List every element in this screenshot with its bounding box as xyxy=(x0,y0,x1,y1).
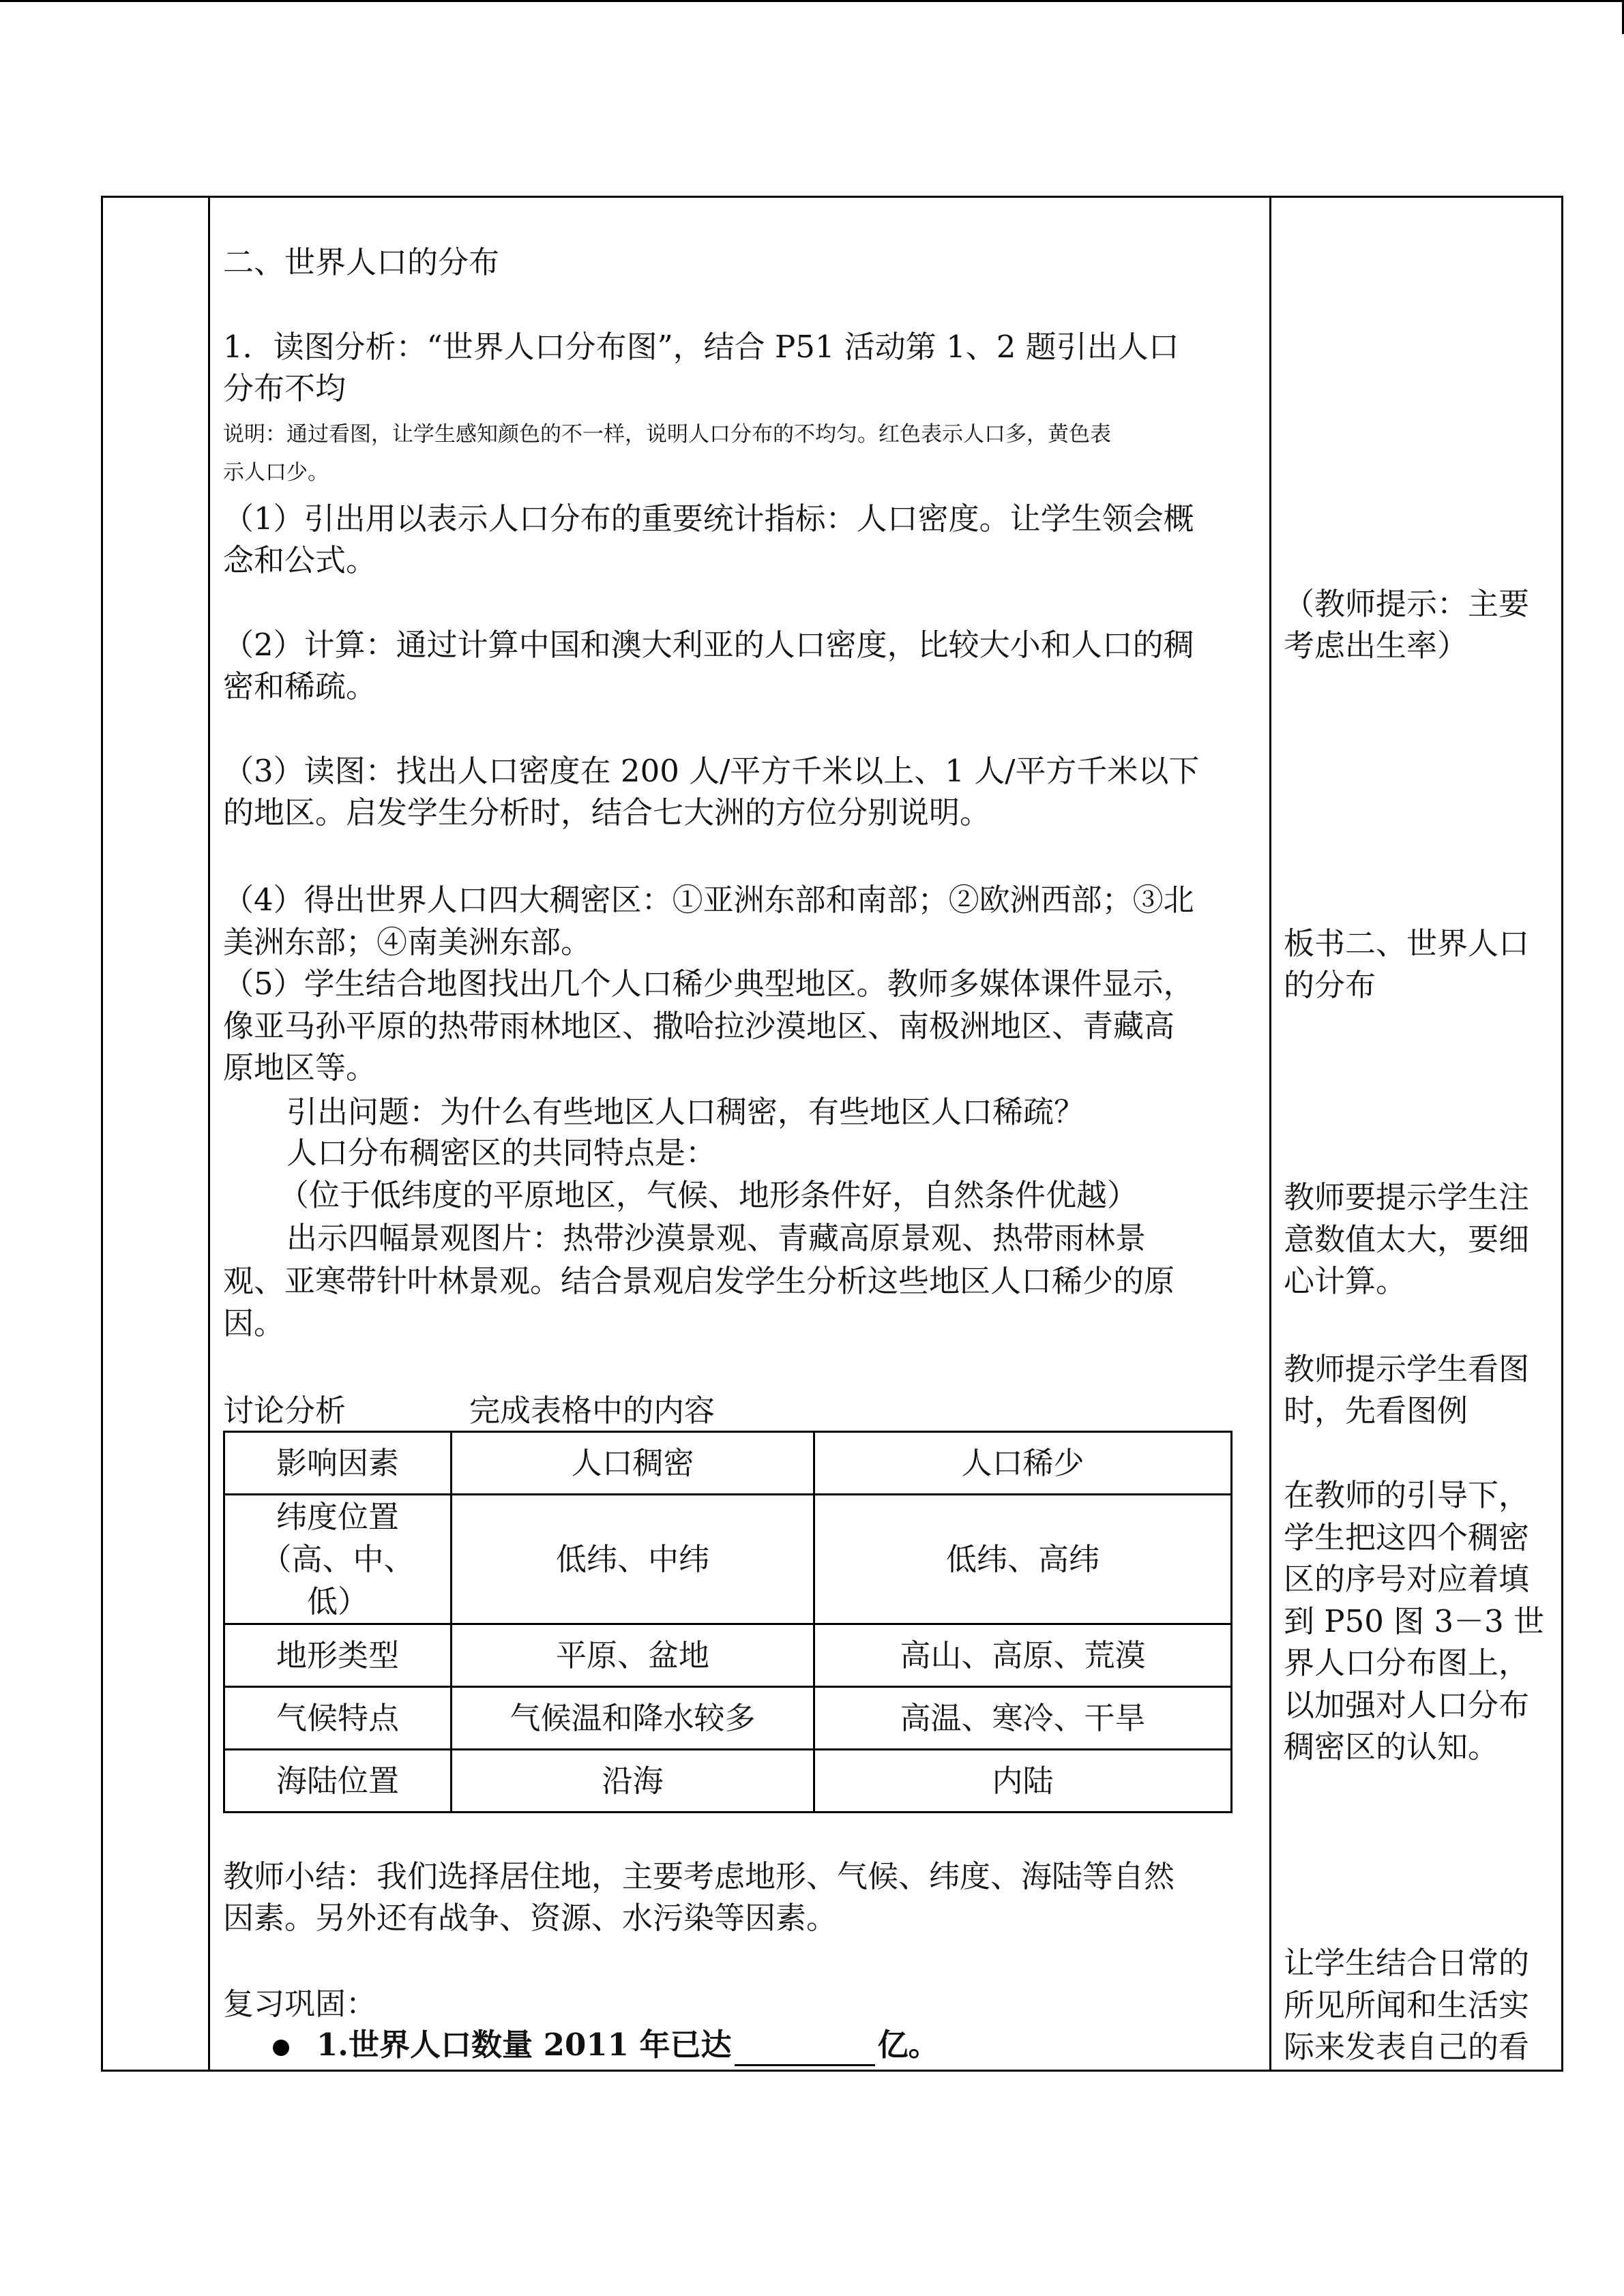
row-factor-location: 海陆位置 xyxy=(224,1750,452,1813)
frame-right xyxy=(1561,196,1563,2072)
summary-line2: 因素。另外还有战争、资源、水污染等因素。 xyxy=(223,1900,838,1936)
header-dense: 人口稠密 xyxy=(452,1432,814,1495)
side-note-6-line1: 让学生结合日常的 xyxy=(1284,1945,1530,1981)
review-title: 复习巩固： xyxy=(223,1986,377,2022)
side-note-3-line3: 心计算。 xyxy=(1284,1263,1407,1299)
item1-line1: 1．读图分析：“世界人口分布图”，结合 P51 活动第 1、2 题引出人口 xyxy=(223,329,1179,365)
frame-divider-1 xyxy=(208,196,210,2072)
factors-table xyxy=(223,1431,1232,1813)
point3-line2: 的地区。启发学生分析时，结合七大洲的方位分别说明。 xyxy=(223,794,991,831)
factor-line: 纬度位置 xyxy=(276,1498,399,1535)
summary-line1: 教师小结：我们选择居住地，主要考虑地形、气候、纬度、海陆等自然 xyxy=(223,1858,1175,1894)
row-dense: 低纬、中纬 xyxy=(452,1495,814,1624)
side-note-5-line3: 区的序号对应着填 xyxy=(1284,1561,1530,1597)
row-sparse: 内陆 xyxy=(814,1750,1232,1813)
point2-line1: （2）计算：通过计算中国和澳大利亚的人口密度，比较大小和人口的稠 xyxy=(223,627,1194,663)
discussion-label: 讨论分析 xyxy=(223,1392,346,1429)
item1-line2: 分布不均 xyxy=(223,370,346,406)
landscape-line1: 出示四幅景观图片：热带沙漠景观、青藏高原景观、热带雨林景 xyxy=(286,1220,1147,1256)
question-line: 引出问题：为什么有些地区人口稠密，有些地区人口稀疏？ xyxy=(286,1094,1085,1130)
point3-line1: （3）读图：找出人口密度在 200 人/平方千米以上、1 人/平方千米以下 xyxy=(223,753,1200,789)
side-note-2-line2: 的分布 xyxy=(1284,967,1376,1003)
point1-line2: 念和公式。 xyxy=(223,542,377,578)
point2-line2: 密和稀疏。 xyxy=(223,668,377,704)
point1-line1: （1）引出用以表示人口分布的重要统计指标：人口密度。让学生领会概 xyxy=(223,501,1194,537)
note-line2: 示人口少。 xyxy=(223,460,329,485)
side-note-5-line4: 到 P50 图 3－3 世 xyxy=(1284,1603,1545,1639)
row-dense: 平原、盆地 xyxy=(452,1624,814,1687)
side-note-2-line1: 板书二、世界人口 xyxy=(1284,925,1530,961)
landscape-line2: 观、亚寒带针叶林景观。结合景观启发学生分析这些地区人口稀少的原 xyxy=(223,1263,1175,1299)
row-factor-climate: 气候特点 xyxy=(224,1687,452,1750)
table-row xyxy=(224,1687,1232,1750)
review-question-text: 1.世界人口数量 2011 年已达 xyxy=(316,2027,732,2063)
side-note-1-line2: 考虑出生率） xyxy=(1284,627,1468,664)
row-sparse: 高温、寒冷、干旱 xyxy=(814,1687,1232,1750)
header-factor: 影响因素 xyxy=(224,1432,452,1495)
factor-line: 低） xyxy=(306,1583,368,1620)
section-title: 二、世界人口的分布 xyxy=(223,244,500,280)
side-note-5-line5: 界人口分布图上， xyxy=(1284,1645,1530,1681)
review-question xyxy=(273,2024,939,2066)
point4-line1: （4）得出世界人口四大稠密区：①亚洲东部和南部；②欧洲西部；③北 xyxy=(223,882,1194,918)
row-dense: 气候温和降水较多 xyxy=(452,1687,814,1750)
table-row xyxy=(224,1495,1232,1624)
side-note-4-line2: 时，先看图例 xyxy=(1284,1392,1468,1429)
frame-top xyxy=(101,196,1563,198)
table-row xyxy=(224,1750,1232,1813)
row-factor-terrain: 地形类型 xyxy=(224,1624,452,1687)
feature-line: 人口分布稠密区的共同特点是： xyxy=(286,1135,717,1171)
discussion-task: 完成表格中的内容 xyxy=(469,1392,715,1429)
point5-line3: 原地区等。 xyxy=(223,1049,377,1086)
answer-blank[interactable] xyxy=(735,2030,875,2066)
point5-line2: 像亚马孙平原的热带雨林地区、撒哈拉沙漠地区、南极洲地区、青藏高 xyxy=(223,1008,1175,1044)
feature-answer: （位于低纬度的平原地区，气候、地形条件好，自然条件优越） xyxy=(278,1177,1138,1213)
frame-bottom xyxy=(101,2070,1563,2072)
side-note-3-line2: 意数值太大，要细 xyxy=(1284,1221,1530,1257)
side-note-3-line1: 教师要提示学生注 xyxy=(1284,1179,1530,1215)
row-sparse: 高山、高原、荒漠 xyxy=(814,1624,1232,1687)
factor-line: （高、中、 xyxy=(261,1540,415,1577)
page-top-border xyxy=(0,0,1624,2)
bullet-icon xyxy=(273,2040,289,2056)
side-note-6-line3: 际来发表自己的看 xyxy=(1284,2029,1530,2065)
side-note-5-line7: 稠密区的认知。 xyxy=(1284,1729,1499,1765)
row-factor-latitude xyxy=(224,1495,452,1624)
table-header-row xyxy=(224,1432,1232,1495)
review-question-unit: 亿。 xyxy=(877,2027,939,2063)
row-dense: 沿海 xyxy=(452,1750,814,1813)
side-note-5-line1: 在教师的引导下， xyxy=(1284,1477,1530,1513)
note-line1: 说明：通过看图，让学生感知颜色的不一样，说明人口分布的不均匀。红色表示人口多，黄色表 xyxy=(223,422,1111,447)
frame-divider-2 xyxy=(1269,196,1271,2072)
side-note-5-line6: 以加强对人口分布 xyxy=(1284,1687,1530,1723)
landscape-line3: 因。 xyxy=(223,1305,285,1341)
frame-left xyxy=(101,196,103,2072)
side-note-1-line1: （教师提示：主要 xyxy=(1284,586,1530,622)
side-note-4-line1: 教师提示学生看图 xyxy=(1284,1351,1530,1387)
header-sparse: 人口稀少 xyxy=(814,1432,1232,1495)
row-sparse: 低纬、高纬 xyxy=(814,1495,1232,1624)
point4-line2: 美洲东部；④南美洲东部。 xyxy=(223,924,592,960)
point5-line1: （5）学生结合地图找出几个人口稀少典型地区。教师多媒体课件显示， xyxy=(223,966,1194,1002)
side-note-6-line2: 所见所闻和生活实 xyxy=(1284,1987,1530,2023)
side-note-5-line2: 学生把这四个稠密 xyxy=(1284,1519,1530,1555)
table-row xyxy=(224,1624,1232,1687)
